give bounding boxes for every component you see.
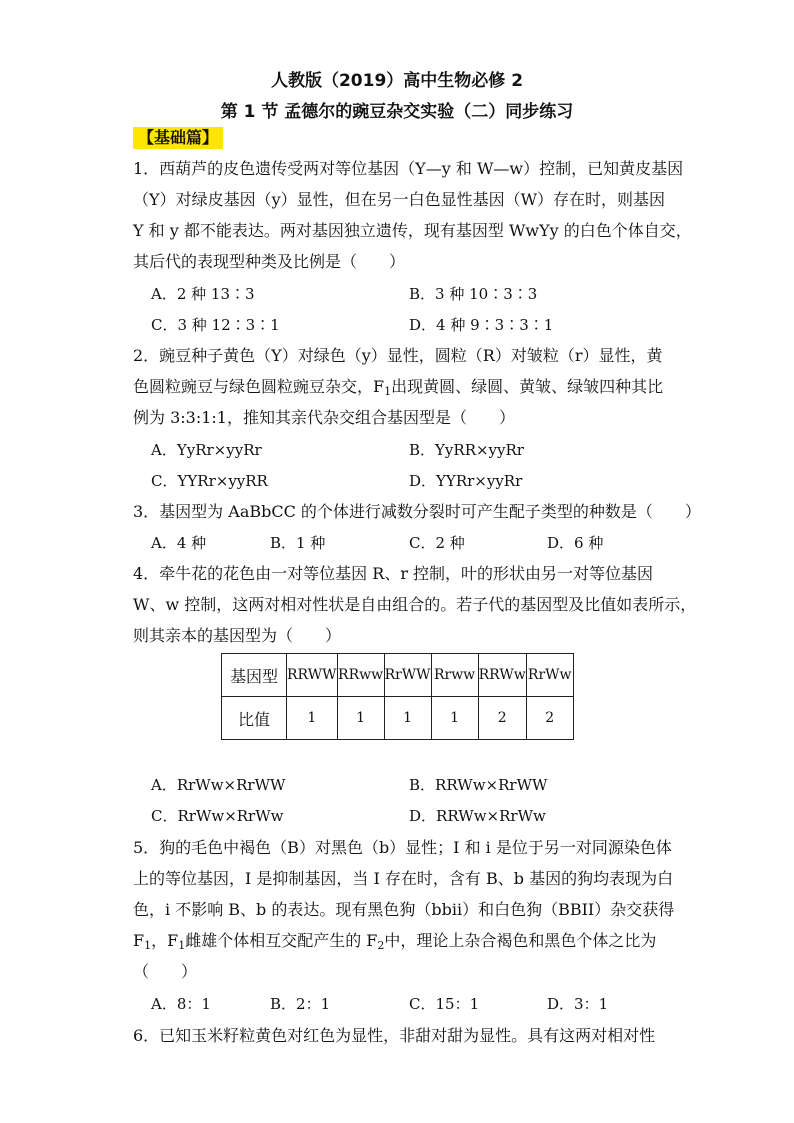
q4-option-b[interactable]: B．RRWw×RrWW: [409, 776, 548, 794]
q3-option-d[interactable]: D．6 种: [547, 534, 604, 552]
table-cell: 1: [431, 697, 478, 740]
q5-option-b[interactable]: B．2：1: [270, 995, 331, 1013]
q1-option-c[interactable]: C．3 种 12∶3∶1: [151, 316, 280, 334]
table-cell: RrWw: [526, 654, 573, 697]
q5-line-5: （ ）: [133, 962, 198, 981]
table-cell: 2: [526, 697, 573, 740]
q5-line-3: 色，i 不影响 B、b 的表达。现有黑色狗（bbii）和白色狗（BBII）杂交获得: [133, 900, 675, 919]
q4-option-d[interactable]: D．RRWw×RrWw: [409, 807, 546, 825]
q1-line-2: （Y）对绿皮基因（y）显性，但在另一白色显性基因（W）存在时，则基因: [133, 190, 666, 209]
table-cell: 2: [478, 697, 526, 740]
q3-line-1: 3．基因型为 AaBbCC 的个体进行减数分裂时可产生配子类型的种数是（ ）: [133, 502, 701, 521]
table-cell: RRWW: [287, 654, 338, 697]
table-cell: RRWw: [478, 654, 526, 697]
q4-option-a[interactable]: A．RrWw×RrWW: [151, 776, 286, 794]
table-cell: Rrww: [431, 654, 478, 697]
q5-option-d[interactable]: D．3：1: [547, 995, 609, 1013]
table-cell: 1: [384, 697, 431, 740]
q5-line-2: 上的等位基因，I 是抑制基因，当 I 存在时，含有 B、b 基因的狗均表现为白: [133, 869, 674, 888]
q4-line-1: 4．牵牛花的花色由一对等位基因 R、r 控制，叶的形状由另一对等位基因: [133, 564, 654, 583]
q1-line-4: 其后代的表现型种类及比例是（ ）: [133, 252, 406, 271]
q1-option-b[interactable]: B．3 种 10∶3∶3: [409, 285, 538, 303]
q6-line-1: 6．已知玉米籽粒黄色对红色为显性，非甜对甜为显性。具有这两对相对性: [133, 1026, 656, 1045]
q1-line-1: 1．西葫芦的皮色遗传受两对等位基因（Y—y 和 W—w）控制，已知黄皮基因: [133, 159, 684, 178]
q1-option-a[interactable]: A．2 种 13∶3: [151, 285, 255, 303]
q4-option-c[interactable]: C．RrWw×RrWw: [151, 807, 284, 825]
q5-line-4: $F_1$，$F_1$雌雄个体相互交配产生的 $F_2$中，理论上杂合褐色和黑色个体之比为: [133, 931, 657, 952]
q5-option-c[interactable]: C．15：1: [409, 995, 480, 1013]
q3-option-a[interactable]: A．4 种: [151, 534, 207, 552]
table-cell: RrWW: [384, 654, 431, 697]
q3-option-c[interactable]: C．2 种: [409, 534, 465, 552]
table-header-ratio: 比值: [222, 697, 287, 740]
q2-option-b[interactable]: B．YyRR×yyRr: [409, 441, 524, 459]
document-title: 人教版（2019）高中生物必修 2: [270, 71, 524, 91]
q2-option-a[interactable]: A．YyRr×yyRr: [151, 441, 262, 459]
table-cell: RRww: [337, 654, 384, 697]
genotype-ratio-table: [221, 653, 574, 740]
table-cell: 1: [287, 697, 338, 740]
section-tag-basic: 【基础篇】: [133, 127, 223, 149]
q3-option-b[interactable]: B．1 种: [270, 534, 326, 552]
q1-line-3: Y 和 y 都不能表达。两对基因独立遗传，现有基因型 WwYy 的白色个体自交，: [133, 221, 692, 240]
table-header-genotype: 基因型: [222, 654, 287, 697]
q5-option-a[interactable]: A．8：1: [151, 995, 211, 1013]
document-subtitle: 第 1 节 孟德尔的豌豆杂交实验（二）同步练习: [220, 102, 574, 122]
table-cell: 1: [337, 697, 384, 740]
table-row: [222, 697, 574, 740]
q2-line-1: 2．豌豆种子黄色（Y）对绿色（y）显性，圆粒（R）对皱粒（r）显性，黄: [133, 346, 663, 365]
q4-line-2: W、w 控制，这两对相对性状是自由组合的。若子代的基因型及比值如表所示，: [133, 595, 697, 614]
q2-line-3: 例为 3:3:1:1，推知其亲代杂交组合基因型是（ ）: [133, 408, 515, 427]
q2-line-2: 色圆粒豌豆与绿色圆粒豌豆杂交，$F_1$出现黄圆、绿圆、黄皱、绿皱四种其比: [133, 377, 664, 398]
q5-line-1: 5．狗的毛色中褐色（B）对黑色（b）显性；I 和 i 是位于另一对同源染色体: [133, 838, 672, 857]
q2-option-d[interactable]: D．YYRr×yyRr: [409, 472, 523, 490]
q4-line-3: 则其亲本的基因型为（ ）: [133, 626, 342, 645]
table-row: [222, 654, 574, 697]
q2-option-c[interactable]: C．YYRr×yyRR: [151, 472, 268, 490]
q1-option-d[interactable]: D．4 种 9∶3∶3∶1: [409, 316, 554, 334]
